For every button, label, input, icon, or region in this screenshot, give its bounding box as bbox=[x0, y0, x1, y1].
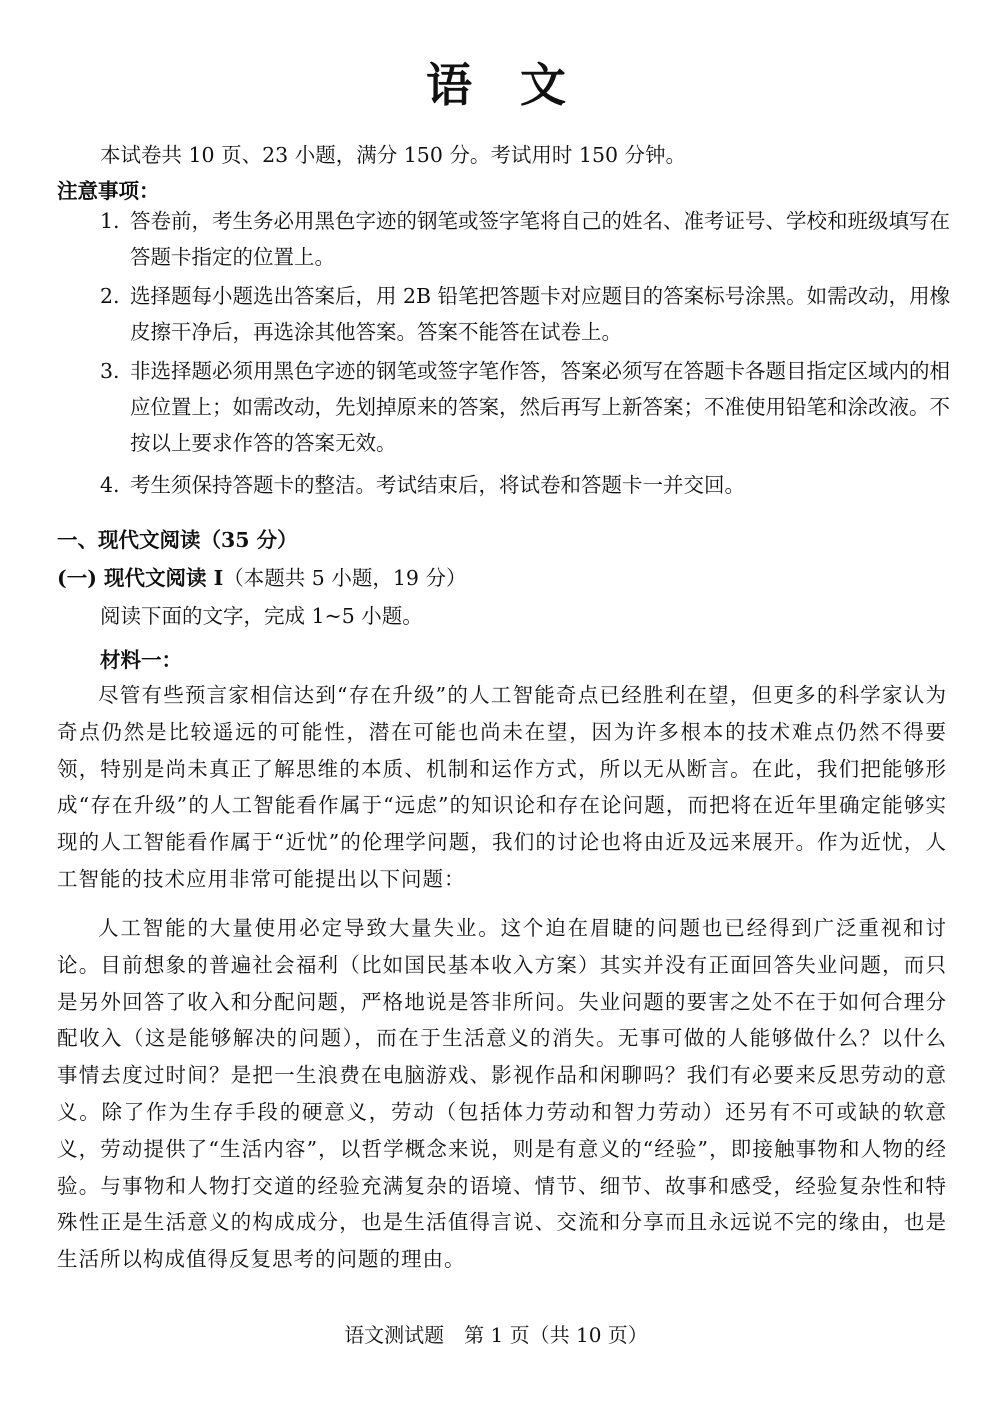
notice-item-text: 非选择题必须用黑色字迹的钢笔或签字笔作答，答案必须写在答题卡各题目指定区域内的相应位置上；如需改动，先划掉原来的答案，然后再写上新答案；不准使用铅笔和涂改液。不按以上要求作答的答案无效。 bbox=[130, 359, 950, 455]
material-label: 材料一： bbox=[100, 648, 182, 672]
notice-item-4 bbox=[100, 467, 955, 503]
page-title: 语文 bbox=[426, 58, 614, 112]
sub-section-title: (一) 现代文阅读 I bbox=[57, 566, 224, 590]
notice-item-text: 考生须保持答题卡的整洁。考试结束后，将试卷和答题卡一并交回。 bbox=[130, 473, 745, 497]
notice-item-3 bbox=[100, 353, 955, 461]
passage-paragraph-1: 尽管有些预言家相信达到“存在升级”的人工智能奇点已经胜利在望，但更多的科学家认为奇点仍然是比较遥远的可能性，潜在可能也尚未在望，因为许多根本的技术难点仍然不得要领，特别是尚未真正了解思维的本质、机制和运作方式，所以无从断言。在此，我们把能够形成“存在升级”的人工智能看作属于“远虑”的知识论和存在论问题，而把将在近年里确定能够实现的人工智能看作属于“近忧”的伦理学问题，我们的讨论也将由近及远来展开。作为近忧，人工智能的技术应用非常可能提出以下问题： bbox=[57, 683, 947, 891]
reading-instruction: 阅读下面的文字，完成 1~5 小题。 bbox=[100, 604, 423, 628]
notice-item-number: 4. bbox=[100, 473, 120, 497]
notice-item-text: 答卷前，考生务必用黑色字迹的钢笔或签字笔将自己的姓名、准考证号、学校和班级填写在答题卡指定的位置上。 bbox=[130, 209, 950, 269]
section-heading: 一、现代文阅读（35 分） bbox=[57, 528, 298, 552]
sub-section-heading bbox=[57, 560, 466, 596]
exam-info: 本试卷共 10 页、23 小题，满分 150 分。考试用时 150 分钟。 bbox=[100, 143, 687, 167]
notice-item-1 bbox=[100, 203, 955, 275]
page-footer: 语文测试题 第 1 页（共 10 页） bbox=[344, 1323, 648, 1347]
notice-item-number: 2. bbox=[100, 284, 120, 308]
notice-item-number: 3. bbox=[100, 359, 120, 383]
notice-item-2 bbox=[100, 278, 955, 350]
notice-item-text: 选择题每小题选出答案后，用 2B 铅笔把答题卡对应题目的答案标号涂黑。如需改动，用橡皮擦干净后，再选涂其他答案。答案不能答在试卷上。 bbox=[130, 284, 951, 344]
notice-heading: 注意事项： bbox=[57, 179, 160, 203]
notice-item-number: 1. bbox=[100, 209, 120, 233]
sub-section-note: （本题共 5 小题，19 分） bbox=[223, 566, 467, 590]
passage-paragraph-2: 人工智能的大量使用必定导致大量失业。这个迫在眉睫的问题也已经得到广泛重视和讨论。目前想象的普遍社会福利（比如国民基本收入方案）其实并没有正面回答失业问题，而只是另外回答了收入和分配问题，严格地说是答非所问。失业问题的要害之处不在于如何合理分配收入（这是能够解决的问题），而在于生活意义的消失。无事可做的人能够做什么？以什么事情去度过时间？是把一生浪费在电脑游戏、影视作品和闲聊吗？我们有必要来反思劳动的意义。除了作为生存手段的硬意义，劳动（包括体力劳动和智力劳动）还另有不可或缺的软意义，劳动提供了“生活内容”，以哲学概念来说，则是有意义的“经验”，即接触事物和人物的经验。与事物和人物打交道的经验充满复杂的语境、情节、细节、故事和感受，经验复杂性和特殊性正是生活意义的构成成分，也是生活值得言说、交流和分享而且永远说不完的缘由，也是生活所以构成值得反复思考的问题的理由。 bbox=[57, 916, 947, 1272]
